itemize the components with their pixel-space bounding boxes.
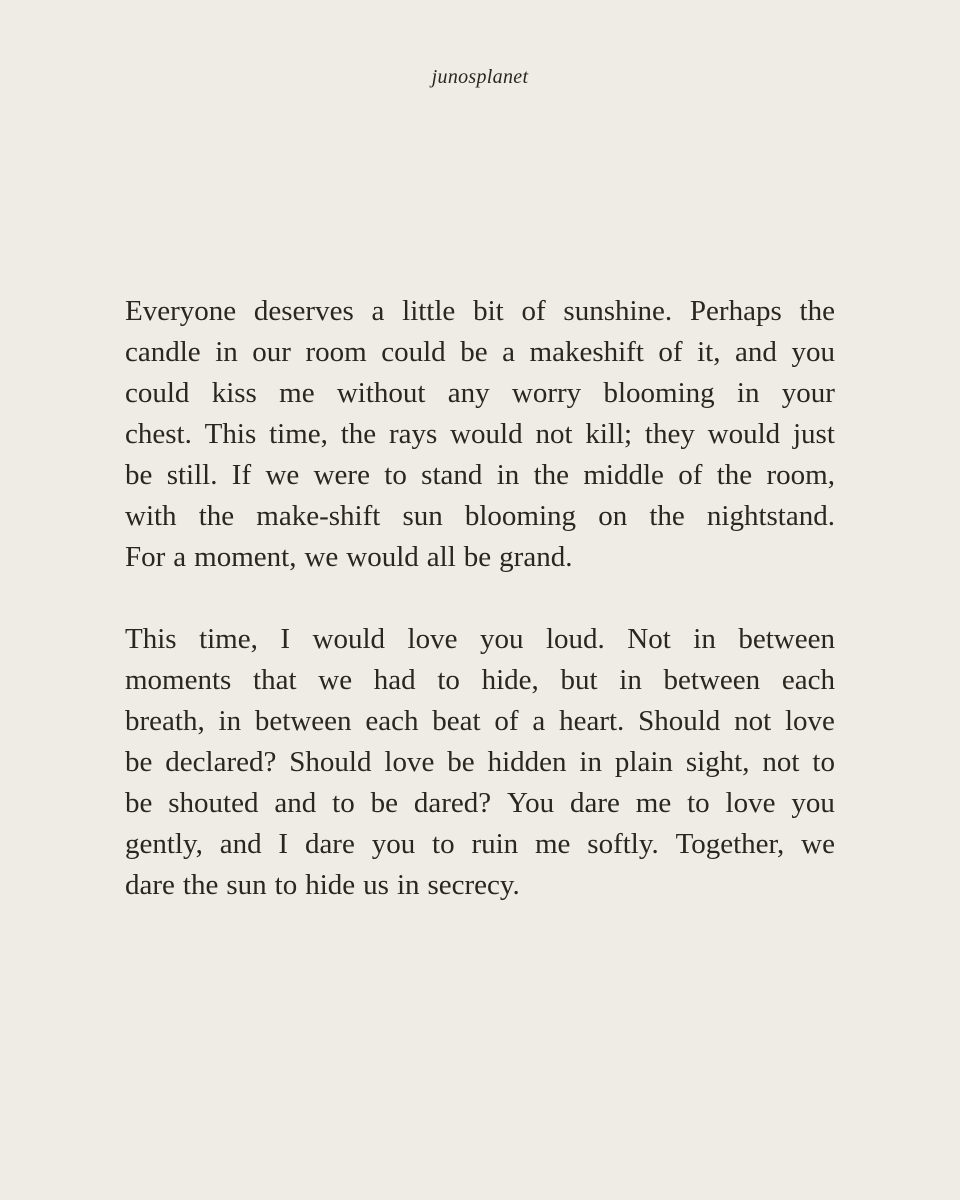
poem-word: in [396, 869, 420, 901]
poem-word: but [560, 664, 598, 696]
poem-word: us [363, 869, 389, 901]
poem-word: sun [226, 869, 267, 901]
poem-word: our [252, 336, 291, 368]
poem-line [125, 537, 835, 578]
poem-line [125, 824, 835, 865]
poem-word: between [738, 623, 835, 655]
poem-word: room, [766, 459, 835, 491]
poem-word: Everyone [125, 295, 237, 327]
poem-word: had [373, 664, 416, 696]
poem-word: in [693, 623, 716, 655]
poem-word: you [479, 623, 524, 655]
poem-word: could [381, 336, 446, 368]
poem-word: and [274, 787, 317, 819]
poem-word: deserves [253, 295, 354, 327]
poem-line [125, 455, 835, 496]
poem-word: breath, [125, 705, 205, 737]
poem-line [125, 619, 835, 660]
poem-line [125, 496, 835, 537]
poem-word: a [502, 336, 515, 368]
poem-word: If [231, 459, 252, 491]
poem-word: love [725, 787, 776, 819]
poem-body [125, 291, 835, 906]
poem-word: sun [402, 500, 443, 532]
stanza-1 [125, 291, 835, 578]
poem-word: sunshine. [563, 295, 673, 327]
poem-word: grand. [499, 541, 573, 573]
poem-word: to [332, 787, 355, 819]
poem-word: not [734, 705, 772, 737]
poem-word: of [494, 705, 519, 737]
poem-word: of [678, 459, 703, 491]
poem-word: would [312, 623, 386, 655]
poem-word: to [812, 746, 835, 778]
stanza-2 [125, 619, 835, 906]
poem-word: little [402, 295, 456, 327]
poem-word: ruin [471, 828, 519, 860]
poem-word: softly. [587, 828, 659, 860]
poem-word: hidden [487, 746, 567, 778]
poem-word: to [274, 869, 298, 901]
poem-word: a [371, 295, 385, 327]
poem-word: in [619, 664, 642, 696]
poem-word: time, [269, 418, 328, 450]
poem-word: the [649, 500, 685, 532]
poem-word: not [762, 746, 800, 778]
poem-word: the [799, 295, 835, 327]
poem-word: Should [289, 746, 372, 778]
poem-word: You [507, 787, 555, 819]
poem-word: all [426, 541, 456, 573]
poem-word: sight, [685, 746, 750, 778]
poem-word: we [304, 541, 339, 573]
poem-word: dared? [413, 787, 492, 819]
poem-word: dare [125, 869, 175, 901]
poem-word: shouted [168, 787, 259, 819]
poem-word: Should [638, 705, 721, 737]
poem-word: with [125, 500, 177, 532]
poem-word: For [125, 541, 166, 573]
poem-line [125, 742, 835, 783]
poem-line [125, 291, 835, 332]
poem-word: and [735, 336, 777, 368]
poem-word: middle [583, 459, 664, 491]
poem-word: stand [421, 459, 483, 491]
poem-word: love [784, 705, 835, 737]
poem-word: in [496, 459, 520, 491]
poem-word: Perhaps [689, 295, 782, 327]
poem-word: it, [697, 336, 721, 368]
poem-word: This [204, 418, 257, 450]
poem-word: and [219, 828, 262, 860]
poem-word: to [432, 828, 455, 860]
poem-word: time, [199, 623, 258, 655]
poem-word: we [265, 459, 300, 491]
poem-word: between [254, 705, 352, 737]
poem-word: heart. [559, 705, 625, 737]
poem-word: the [340, 418, 377, 450]
poem-line [125, 783, 835, 824]
poem-word: just [792, 418, 835, 450]
poem-word: gently, [125, 828, 203, 860]
poem-word: me [535, 828, 571, 860]
poem-word: that [253, 664, 297, 696]
poem-word: chest. [125, 418, 192, 450]
poem-word: Not [627, 623, 671, 655]
poem-word: not [535, 418, 573, 450]
poem-word: to [384, 459, 407, 491]
poem-word: of [658, 336, 683, 368]
poem-word: plain [614, 746, 673, 778]
poem-word: each [781, 664, 835, 696]
poem-word: would [707, 418, 781, 450]
poem-word: blooming [603, 377, 715, 409]
poem-word: loud. [545, 623, 605, 655]
poem-word: your [781, 377, 835, 409]
poem-word: any [447, 377, 490, 409]
poem-word: make-shift [256, 500, 381, 532]
poem-line [125, 414, 835, 455]
poem-word: be [125, 746, 153, 778]
poem-word: me [279, 377, 315, 409]
poem-word: of [521, 295, 546, 327]
poem-word: Together, [675, 828, 785, 860]
poem-word: candle [125, 336, 201, 368]
poem-word: to [687, 787, 710, 819]
poem-word: beat [432, 705, 481, 737]
poem-word: be [125, 459, 153, 491]
poem-line [125, 373, 835, 414]
poem-word: I [278, 828, 289, 860]
poem-word: dare [304, 828, 355, 860]
author-handle: junosplanet [431, 66, 529, 88]
poem-word: a [173, 541, 187, 573]
poem-word: be [460, 336, 488, 368]
poem-word: room [305, 336, 367, 368]
poem-word: moment, [194, 541, 297, 573]
poem-word: between [663, 664, 761, 696]
poem-word: the [182, 869, 219, 901]
poem-line [125, 701, 835, 742]
poem-word: you [791, 336, 835, 368]
poem-word: be [463, 541, 492, 573]
poem-word: were [313, 459, 370, 491]
poem-word: moments [125, 664, 232, 696]
poem-word: dare [569, 787, 620, 819]
poem-word: rays [388, 418, 438, 450]
poem-line [125, 660, 835, 701]
poem-word: love [384, 746, 435, 778]
poem-word: the [716, 459, 753, 491]
poem-word: nightstand. [706, 500, 835, 532]
poem-word: they [644, 418, 695, 450]
poem-word: love [407, 623, 458, 655]
poem-word: a [532, 705, 546, 737]
poem-word: declared? [165, 746, 277, 778]
poem-word: I [280, 623, 291, 655]
poem-word: kill; [585, 418, 633, 450]
poem-word: you [791, 787, 835, 819]
poem-word: be [125, 787, 153, 819]
poem-word: without [336, 377, 426, 409]
poem-word: still. [166, 459, 218, 491]
poem-line [125, 332, 835, 373]
poem-word: we [318, 664, 353, 696]
poem-line [125, 865, 835, 906]
poem-word: each [365, 705, 419, 737]
poem-word: the [533, 459, 570, 491]
poem-word: could [125, 377, 190, 409]
poem-word: worry [511, 377, 582, 409]
poem-word: we [801, 828, 835, 860]
poem-word: the [198, 500, 235, 532]
poem-word: me [635, 787, 672, 819]
poem-word: secrecy. [427, 869, 520, 901]
poem-word: in [736, 377, 760, 409]
poem-word: in [215, 336, 238, 368]
poem-word: would [450, 418, 523, 450]
poem-word: in [218, 705, 242, 737]
poem-word: blooming [464, 500, 577, 532]
poem-word: on [598, 500, 628, 532]
poem-word: be [447, 746, 475, 778]
poem-word: hide [305, 869, 356, 901]
poem-word: in [579, 746, 602, 778]
poem-word: kiss [211, 377, 257, 409]
stanza-gap [125, 578, 835, 619]
poem-word: hide, [481, 664, 539, 696]
poem-word: bit [473, 295, 504, 327]
poem-word: makeshift [529, 336, 644, 368]
poem-word: you [371, 828, 416, 860]
poem-word: be [370, 787, 398, 819]
poem-word: to [437, 664, 460, 696]
poem-word: This [125, 623, 177, 655]
poem-word: would [346, 541, 419, 573]
